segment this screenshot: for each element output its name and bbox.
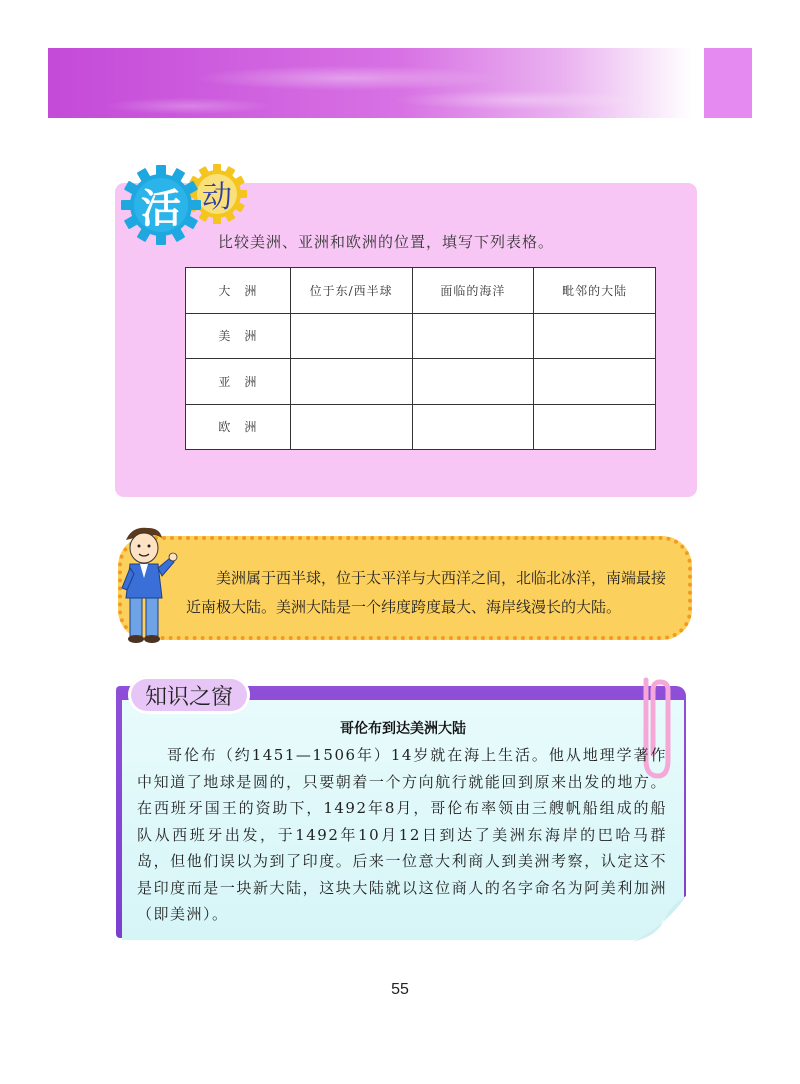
callout-text: 美洲属于西半球，位于太平洋与大西洋之间，北临北冰洋，南端最接近南极大陆。美洲大陆是一个纬度跨度最大、海岸线漫长的大陆。 bbox=[186, 569, 667, 616]
activity-label-small: 动 bbox=[202, 180, 232, 215]
table-header-cell: 位于东/西半球 bbox=[290, 268, 412, 314]
table-row bbox=[186, 404, 656, 450]
table-row bbox=[186, 313, 656, 359]
boy-illustration-icon bbox=[112, 522, 184, 646]
table-blank-cell[interactable] bbox=[290, 359, 412, 405]
comparison-table bbox=[185, 267, 656, 450]
table-row-label: 美 洲 bbox=[186, 313, 291, 359]
table-header-cell: 大 洲 bbox=[186, 268, 291, 314]
header-banner bbox=[48, 48, 692, 118]
table-blank-cell[interactable] bbox=[412, 359, 534, 405]
page-number: 55 bbox=[391, 981, 409, 998]
activity-instruction: 比较美洲、亚洲和欧洲的位置，填写下列表格。 bbox=[218, 233, 555, 251]
knowledge-heading: 哥伦布到达美洲大陆 bbox=[340, 721, 466, 737]
table-header-cell: 面临的海洋 bbox=[412, 268, 534, 314]
table-blank-cell[interactable] bbox=[290, 313, 412, 359]
table-blank-cell[interactable] bbox=[412, 404, 534, 450]
table-row-label: 亚 洲 bbox=[186, 359, 291, 405]
knowledge-title: 知识之窗 bbox=[144, 684, 233, 710]
table-blank-cell[interactable] bbox=[534, 404, 656, 450]
table-header-cell: 毗邻的大陆 bbox=[534, 268, 656, 314]
table-blank-cell[interactable] bbox=[290, 404, 412, 450]
activity-label-big: 活 bbox=[141, 185, 181, 232]
table-row-label: 欧 洲 bbox=[186, 404, 291, 450]
header-banner-tab bbox=[704, 48, 752, 118]
table-blank-cell[interactable] bbox=[534, 313, 656, 359]
knowledge-body: 哥伦布（约1451—1506年）14岁就在海上生活。他从地理学著作中知道了地球是圆的，只要朝着一个方向航行就能回到原来出发的地方。在西班牙国王的资助下，1492年8月，哥伦布率领由三艘帆船组成的船队从西班牙出发，于1492年10月12日到达了美洲东海岸的巴哈马群岛，但他们误以为到了印度。后来一位意大利商人到美洲考察，认定这不是印度而是一块新大陆，这块大陆就以这位商人的名字命名为阿美利加洲（即美洲）。 bbox=[137, 746, 667, 923]
table-header-row bbox=[186, 268, 656, 314]
table-blank-cell[interactable] bbox=[412, 313, 534, 359]
table-row bbox=[186, 359, 656, 405]
table-blank-cell[interactable] bbox=[534, 359, 656, 405]
